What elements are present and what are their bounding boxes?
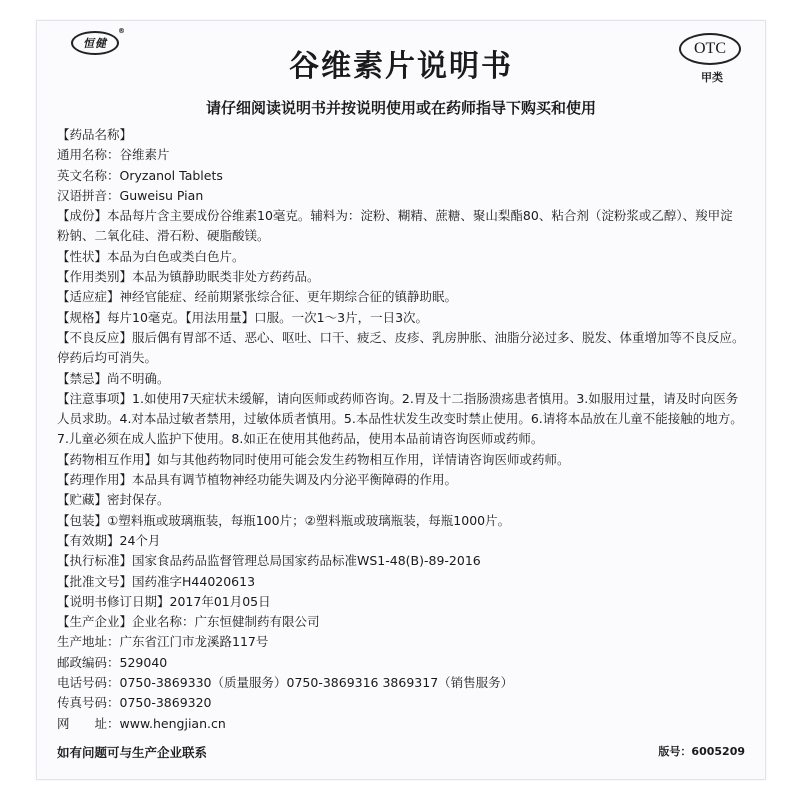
section-value: www.hengjian.cn bbox=[119, 715, 226, 731]
leaflet-content bbox=[57, 125, 745, 734]
section-label: 【生产企业】 bbox=[57, 614, 133, 630]
section-label: 【包装】 bbox=[57, 512, 108, 528]
section-value: 国药准字H44020613 bbox=[132, 573, 256, 589]
section-line bbox=[57, 470, 745, 490]
section-value: 本品为镇静助眠类非处方药药品。 bbox=[132, 269, 320, 285]
section-label: 【性状】 bbox=[57, 248, 108, 264]
section-line bbox=[57, 328, 745, 369]
otc-class: 甲类 bbox=[701, 71, 723, 84]
section-label: 【作用类别】 bbox=[57, 269, 133, 285]
section-label: 生产地址： bbox=[57, 634, 120, 650]
section-value: 24个月 bbox=[119, 532, 161, 548]
section-value: 如与其他药物同时使用可能会发生药物相互作用，详情请咨询医师或药师。 bbox=[157, 451, 570, 467]
brand-logo-text: 恒健 bbox=[83, 37, 107, 50]
section-label: 【禁忌】 bbox=[57, 370, 108, 386]
section-line bbox=[57, 145, 745, 165]
otc-badge: OTC bbox=[679, 33, 741, 65]
contact-note: 如有问题可与生产企业联系 bbox=[57, 745, 208, 760]
section-line bbox=[57, 632, 745, 652]
section-line bbox=[57, 369, 745, 389]
section-value: ①塑料瓶或玻璃瓶装，每瓶100片；②塑料瓶或玻璃瓶装，每瓶1000片。 bbox=[107, 512, 511, 528]
section-value: 每片10毫克。【用法用量】口服。一次1～3片，一日3次。 bbox=[107, 309, 429, 325]
section-line bbox=[57, 531, 745, 551]
section-line bbox=[57, 673, 745, 693]
section-label: 【适应症】 bbox=[57, 289, 120, 305]
section-line bbox=[57, 592, 745, 612]
section-value: 1.如使用7天症状未缓解，请向医师或药师咨询。2.胃及十二指肠溃疡患者慎用。3.如服用过量，请及时向医务人员求助。4.对本品过敏者禁用，过敏体质者慎用。5.本品性状发生改变时禁止使用。6.请将本品放在儿童不能接触的地方。7.儿童必须在成人监护下使用。8.如正在使用其他药品，使用本品前请咨询医师或药师。 bbox=[57, 390, 743, 447]
section-label: 【规格】 bbox=[57, 309, 108, 325]
section-value: 企业名称：广东恒健制药有限公司 bbox=[132, 614, 320, 630]
section-line bbox=[57, 653, 745, 673]
section-label: 【贮藏】 bbox=[57, 492, 108, 508]
section-label: 【药品名称】 bbox=[57, 127, 133, 142]
section-value: 密封保存。 bbox=[107, 492, 170, 508]
section-label: 【注意事项】 bbox=[57, 390, 133, 406]
section-value: 服后偶有胃部不适、恶心、呕吐、口干、疲乏、皮疹、乳房肿胀、油脂分泌过多、脱发、体重增加等不良反应。停药后均可消失。 bbox=[57, 329, 745, 366]
section-label: 汉语拼音： bbox=[57, 187, 120, 203]
section-line bbox=[57, 490, 745, 510]
section-line bbox=[57, 551, 745, 571]
section-line bbox=[57, 612, 745, 632]
section-label: 网 址： bbox=[57, 715, 120, 731]
section-value: Oryzanol Tablets bbox=[119, 167, 223, 183]
section-value: 广东省江门市龙溪路117号 bbox=[119, 634, 269, 650]
section-value: Guweisu Pian bbox=[119, 187, 204, 203]
section-value: 0750-3869320 bbox=[119, 695, 212, 711]
version-label: 版号： bbox=[658, 745, 692, 758]
section-value: 本品具有调节植物神经功能失调及内分泌平衡障碍的作用。 bbox=[132, 472, 458, 488]
section-line bbox=[57, 166, 745, 186]
section-line bbox=[57, 389, 745, 450]
section-line bbox=[57, 267, 745, 287]
document-title: 谷维素片说明书 bbox=[289, 49, 513, 84]
section-line bbox=[57, 186, 745, 206]
section-line bbox=[57, 247, 745, 267]
section-label: 电话号码： bbox=[57, 675, 120, 691]
section-label: 【执行标准】 bbox=[57, 553, 133, 569]
section-value: 尚不明确。 bbox=[107, 370, 170, 386]
section-label: 英文名称： bbox=[57, 167, 120, 183]
section-label: 通用名称： bbox=[57, 147, 120, 163]
version-value: 6005209 bbox=[691, 745, 745, 758]
section-label: 邮政编码： bbox=[57, 654, 120, 670]
section-value: 神经官能症、经前期紧张综合征、更年期综合征的镇静助眠。 bbox=[119, 289, 458, 305]
section-value: 529040 bbox=[119, 654, 168, 670]
section-value: 2017年01月05日 bbox=[169, 593, 271, 609]
section-value: 谷维素片 bbox=[119, 147, 170, 163]
leaflet-sheet bbox=[36, 20, 766, 780]
version-number bbox=[658, 743, 745, 759]
section-value: 国家食品药品监督管理总局国家药品标准WS1-48(B)-89-2016 bbox=[132, 553, 481, 569]
section-label: 【不良反应】 bbox=[57, 329, 133, 345]
section-line bbox=[57, 308, 745, 328]
section-line bbox=[57, 125, 745, 145]
section-label: 【药理作用】 bbox=[57, 472, 133, 488]
section-label: 【说明书修订日期】 bbox=[57, 593, 170, 609]
section-label: 【有效期】 bbox=[57, 532, 120, 548]
document-subtitle: 请仔细阅读说明书并按说明使用或在药师指导下购买和使用 bbox=[205, 99, 596, 117]
section-line bbox=[57, 714, 745, 734]
registered-mark: ® bbox=[118, 27, 126, 35]
section-line bbox=[57, 572, 745, 592]
section-line bbox=[57, 206, 745, 247]
section-value: 本品每片含主要成份谷维素10毫克。辅料为：淀粉、糊精、蔗糖、聚山梨酯80、粘合剂（淀粉浆或乙醇）、羧甲淀粉钠、二氧化硅、滑石粉、硬脂酸镁。 bbox=[57, 208, 733, 244]
section-label: 【药物相互作用】 bbox=[57, 451, 158, 467]
section-label: 传真号码： bbox=[57, 695, 120, 711]
section-value: 0750-3869330（质量服务）0750-3869316 3869317（销售服务） bbox=[119, 675, 514, 691]
section-line bbox=[57, 511, 745, 531]
section-line bbox=[57, 450, 745, 470]
section-value: 本品为白色或类白色片。 bbox=[107, 248, 245, 264]
section-line bbox=[57, 287, 745, 307]
section-label: 【成份】 bbox=[57, 208, 108, 224]
section-label: 【批准文号】 bbox=[57, 573, 133, 589]
section-line bbox=[57, 693, 745, 713]
